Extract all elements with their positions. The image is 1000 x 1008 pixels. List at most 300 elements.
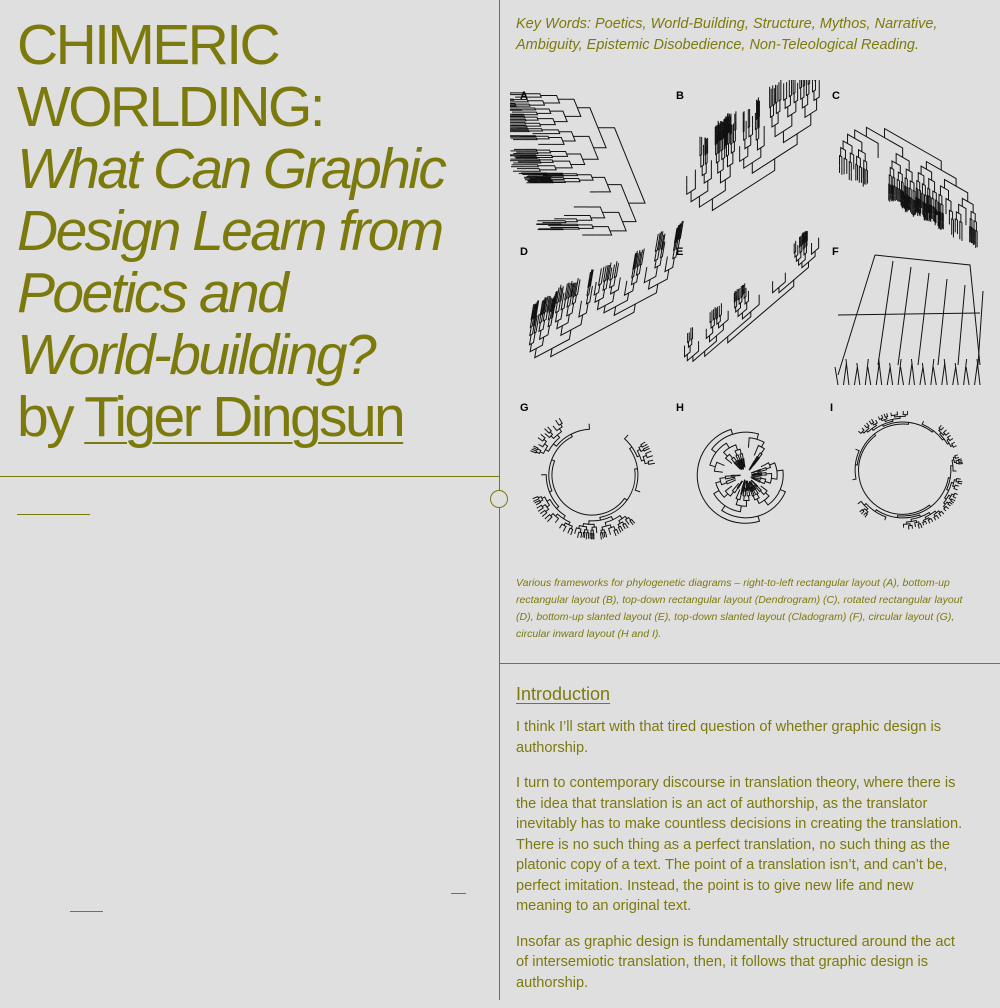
tree-branch <box>885 415 888 418</box>
tree-diagrams <box>510 80 990 550</box>
tree-branch <box>913 190 915 201</box>
tree-branch <box>883 422 934 432</box>
tree-leaf <box>538 314 539 322</box>
tree-leaf <box>538 438 541 440</box>
tree-leaf <box>530 451 532 452</box>
tree-branch <box>929 196 930 205</box>
tree-branch <box>591 530 593 533</box>
tree-panel-d <box>529 221 683 358</box>
tree-branch <box>521 108 536 110</box>
tree-leaf <box>869 421 870 422</box>
tree-branch <box>911 198 912 207</box>
tree-leaf <box>943 513 944 514</box>
tree-branch <box>936 200 937 210</box>
tree-branch <box>587 533 589 537</box>
tree-branch <box>946 199 951 212</box>
tree-branch <box>538 166 556 170</box>
tree-leaf <box>901 367 904 385</box>
tree-leaf <box>843 363 846 385</box>
tree-branch <box>515 104 530 106</box>
tree-branch <box>563 174 578 176</box>
tree-panel-g <box>530 418 655 539</box>
tree-branch <box>548 224 561 225</box>
tree-leaf <box>560 285 561 292</box>
tree-branch <box>524 94 542 97</box>
tree-branch <box>878 261 893 365</box>
tree-branch <box>611 282 620 294</box>
tree-branch <box>511 114 524 115</box>
tree-branch <box>938 212 939 221</box>
tree-panel-a <box>510 92 645 235</box>
tree-branch <box>560 292 563 301</box>
tree-branch <box>897 188 898 196</box>
tree-branch <box>614 284 658 315</box>
tree-branch <box>898 267 911 365</box>
tree-leaf <box>865 359 868 385</box>
tree-branch <box>733 130 735 142</box>
tree-leaf <box>858 431 859 432</box>
tree-leaf <box>657 234 658 241</box>
tree-leaf <box>575 531 576 534</box>
tree-leaf <box>731 478 736 480</box>
tree-branch <box>524 117 538 120</box>
panel-label-e: E <box>676 246 683 258</box>
tree-branch <box>749 438 764 447</box>
tree-leaf <box>563 529 564 532</box>
tree-leaf <box>620 277 621 282</box>
subtitle-line: Design Learn from <box>17 200 497 262</box>
tree-branch <box>770 95 772 108</box>
tree-leaf <box>761 465 765 467</box>
tree-branch <box>914 201 915 210</box>
tree-leaf <box>569 283 570 288</box>
tree-branch <box>776 92 778 103</box>
tree-branch <box>974 221 976 231</box>
tree-branch <box>756 475 761 476</box>
tree-branch <box>761 468 767 472</box>
tree-leaf <box>948 433 949 434</box>
tree-branch <box>589 517 613 525</box>
tree-branch <box>539 181 552 182</box>
tree-leaf <box>626 281 627 288</box>
tree-branch <box>932 198 934 207</box>
short-rule <box>17 514 90 515</box>
tree-leaf <box>929 522 930 524</box>
tree-leaf <box>955 498 956 499</box>
tree-leaf <box>835 367 838 385</box>
tree-branch <box>513 119 526 120</box>
tree-branch <box>907 195 908 205</box>
tree-leaf <box>618 263 619 268</box>
tree-leaf <box>761 486 764 488</box>
tree-leaf <box>956 489 958 490</box>
tree-leaf <box>628 523 629 525</box>
tree-branch <box>648 461 652 465</box>
tree-branch <box>894 186 895 196</box>
tree-branch <box>956 460 959 463</box>
tree-branch <box>567 154 585 165</box>
tree-leaf <box>603 267 604 274</box>
tree-branch <box>716 312 717 319</box>
tree-leaf <box>610 263 611 270</box>
tree-branch <box>785 96 790 108</box>
tree-branch <box>924 203 925 213</box>
tree-branch <box>814 88 819 101</box>
tree-branch <box>756 446 764 454</box>
tree-branch <box>583 532 585 535</box>
tree-leaf <box>945 430 946 431</box>
tree-branch <box>701 153 704 167</box>
page-title <box>17 14 497 448</box>
title-line-1: CHIMERIC <box>17 14 497 76</box>
tree-leaf <box>533 500 535 501</box>
tree-leaf <box>568 532 569 534</box>
tree-leaf <box>644 442 646 443</box>
tree-branch <box>748 116 749 127</box>
tree-branch <box>918 273 929 365</box>
tree-branch <box>665 258 674 272</box>
tree-branch <box>908 195 909 203</box>
tree-branch <box>793 81 795 93</box>
tree-branch <box>741 290 742 297</box>
tree-branch <box>593 534 594 537</box>
tree-leaf <box>580 301 581 307</box>
author-link[interactable]: Tiger Dingsun <box>84 385 403 449</box>
tree-branch <box>551 175 563 176</box>
left-horizontal-divider <box>0 476 499 477</box>
tree-branch <box>740 454 743 460</box>
tree-leaf <box>876 363 879 385</box>
tree-leaf <box>646 446 649 447</box>
tree-leaf <box>922 363 925 385</box>
tree-leaf <box>865 516 866 518</box>
tree-branch <box>903 413 907 415</box>
tree-branch <box>552 181 565 183</box>
tree-branch <box>715 135 716 145</box>
tree-branch <box>721 139 723 151</box>
tree-leaf <box>923 524 924 525</box>
panel-label-c: C <box>832 90 840 102</box>
tree-leaf <box>857 363 860 385</box>
tree-branch <box>903 191 904 201</box>
tree-leaf <box>561 288 562 293</box>
tree-branch <box>942 213 943 222</box>
tree-branch <box>736 294 737 300</box>
tree-branch <box>772 112 778 127</box>
tree-leaf <box>627 526 629 528</box>
tree-branch <box>928 188 930 196</box>
tree-branch <box>705 153 707 164</box>
figure-caption: Various frameworks for phylogenetic diagrams – right-to-left rectangular layout (A), bottom-up rectangular layout (B), top-down rectangular layout (Dendrogram) (C), rotated rectangular layout (D), bottom-up slanted layout (E), top-down slanted layout (Cladogram) (F), circular layout (G), circular inward layout (H and I). <box>516 575 976 643</box>
subtitle-line: Poetics and <box>17 262 497 324</box>
tree-leaf <box>562 286 563 292</box>
tree-leaf <box>882 415 883 417</box>
tree-leaf <box>538 510 540 512</box>
tree-branch <box>844 158 847 169</box>
tree-branch <box>918 173 924 185</box>
tree-branch <box>849 162 851 173</box>
tree-leaf <box>622 529 623 531</box>
tree-leaf <box>860 511 861 512</box>
tree-panel-c <box>840 127 978 248</box>
tree-leaf <box>919 527 920 529</box>
tree-branch <box>922 184 925 196</box>
tree-branch <box>578 532 582 535</box>
tree-leaf <box>876 420 877 421</box>
tree-branch <box>716 143 718 154</box>
tree-branch <box>575 215 592 220</box>
tree-leaf <box>950 435 951 436</box>
tree-branch <box>557 314 570 328</box>
tree-branch <box>761 473 766 476</box>
tree-leaf <box>947 508 948 509</box>
tree-branch <box>538 119 556 125</box>
tree-branch <box>535 109 551 113</box>
tree-branch <box>718 140 719 153</box>
tree-leaf <box>858 503 860 504</box>
tree-branch <box>897 179 899 189</box>
tree-branch <box>646 452 651 457</box>
short-rule <box>70 911 103 912</box>
tree-leaf <box>632 523 633 525</box>
tree-branch <box>724 125 725 137</box>
tree-leaf <box>751 472 755 474</box>
tree-leaf <box>942 427 943 428</box>
tree-branch <box>549 138 565 145</box>
tree-leaf <box>911 359 914 385</box>
tree-leaf <box>920 367 923 385</box>
tree-branch <box>510 93 524 95</box>
tree-leaf <box>535 502 537 503</box>
tree-branch <box>923 202 924 210</box>
tree-leaf <box>595 282 596 287</box>
tree-branch <box>973 229 974 238</box>
byline <box>17 386 497 448</box>
tree-branch <box>549 229 563 230</box>
tree-branch <box>513 100 528 102</box>
tree-branch <box>959 462 961 464</box>
tree-branch <box>958 459 960 461</box>
tree-leaf <box>954 500 956 501</box>
tree-branch <box>562 228 579 230</box>
tree-branch <box>730 123 731 134</box>
tree-leaf <box>890 363 893 385</box>
tree-branch <box>561 299 565 310</box>
tree-branch <box>717 133 718 143</box>
tree-branch <box>579 303 588 317</box>
tree-branch <box>909 188 911 198</box>
tree-branch <box>905 196 906 205</box>
subtitle-line: World-building? <box>17 324 497 386</box>
tree-branch <box>536 136 549 139</box>
tree-leaf <box>952 439 953 440</box>
tree-branch <box>510 116 525 117</box>
tree-leaf <box>545 517 547 519</box>
tree-leaf <box>605 266 606 273</box>
tree-branch <box>524 165 538 167</box>
tree-branch <box>707 144 708 154</box>
tree-panel-i <box>853 411 963 529</box>
section-heading: Introduction <box>516 684 966 705</box>
tree-leaf <box>576 283 577 288</box>
tree-branch <box>597 292 614 310</box>
tree-branch <box>539 179 551 180</box>
tree-branch <box>551 304 636 357</box>
tree-leaf <box>650 456 653 457</box>
tree-leaf <box>607 265 608 272</box>
tree-leaf <box>921 526 922 528</box>
tree-branch <box>800 241 801 247</box>
tree-leaf <box>610 532 611 535</box>
tree-leaf <box>887 367 890 385</box>
tree-leaf <box>638 491 640 492</box>
tree-branch <box>893 177 895 187</box>
tree-branch <box>539 182 553 183</box>
tree-leaf <box>926 523 927 524</box>
tree-leaf <box>579 279 580 284</box>
tree-branch <box>808 80 810 84</box>
tree-branch <box>925 195 927 204</box>
tree-branch <box>515 128 528 129</box>
tree-branch <box>757 108 758 120</box>
tree-branch <box>859 166 861 177</box>
tree-leaf <box>868 367 871 385</box>
tree-leaf <box>940 425 941 426</box>
tree-leaf <box>606 535 607 538</box>
tree-leaf <box>952 502 954 503</box>
tree-leaf <box>955 363 958 385</box>
tree-branch <box>970 227 971 237</box>
tree-branch <box>575 528 581 533</box>
panel-label-d: D <box>520 246 528 258</box>
tree-leaf <box>646 267 647 272</box>
tree-branch <box>931 206 932 214</box>
tree-leaf <box>862 428 863 429</box>
tree-leaf <box>643 249 644 256</box>
tree-branch <box>773 94 775 106</box>
tree-branch <box>577 225 593 228</box>
tree-branch <box>510 104 515 105</box>
tree-branch <box>978 291 983 365</box>
tree-leaf <box>559 418 560 420</box>
tree-branch <box>734 296 735 302</box>
tree-leaf <box>539 444 541 445</box>
tree-branch <box>751 491 754 496</box>
keywords: Key Words: Poetics, World-Building, Structure, Mythos, Narrative, Ambiguity, Epistemic Disobedience, Non-Teleological Reading. <box>516 14 986 56</box>
tree-branch <box>889 184 890 195</box>
tree-branch <box>510 99 514 100</box>
tree-leaf <box>581 535 582 538</box>
tree-branch <box>569 528 573 532</box>
tree-branch <box>970 219 972 228</box>
tree-leaf <box>754 451 756 456</box>
tree-leaf <box>856 449 858 450</box>
tree-branch <box>800 80 802 88</box>
tree-leaf <box>867 423 868 424</box>
tree-leaf <box>729 461 732 463</box>
tree-branch <box>522 138 537 140</box>
tree-branch <box>510 110 522 111</box>
tree-branch <box>536 155 553 157</box>
tree-leaf <box>935 519 936 520</box>
tree-leaf <box>611 268 612 273</box>
tree-branch <box>560 524 566 529</box>
tree-branch <box>930 205 931 215</box>
tree-panel-f <box>835 255 983 385</box>
tree-branch <box>533 450 537 453</box>
tree-leaf <box>751 476 756 477</box>
tree-leaf <box>555 521 556 523</box>
panel-label-f: F <box>832 246 839 258</box>
tree-branch <box>705 145 706 154</box>
tree-branch <box>510 122 525 124</box>
title-line-2: WORLDING: <box>17 76 497 138</box>
tree-panel-b <box>687 80 819 210</box>
tree-branch <box>593 227 612 235</box>
tree-leaf <box>872 419 873 421</box>
tree-branch <box>557 421 562 426</box>
tree-leaf <box>541 434 543 436</box>
tree-leaf <box>533 498 535 499</box>
tree-branch <box>553 161 573 168</box>
tree-leaf <box>533 448 535 449</box>
short-rule <box>451 893 466 894</box>
tree-branch <box>756 476 761 479</box>
tree-branch <box>875 255 980 365</box>
tree-leaf <box>956 494 957 495</box>
tree-branch <box>526 169 541 172</box>
divider-circle-marker <box>490 490 508 508</box>
tree-branch <box>736 455 740 461</box>
tree-leaf <box>938 517 939 518</box>
tree-leaf <box>553 426 555 428</box>
tree-branch <box>535 497 539 501</box>
tree-panel-e <box>685 231 819 361</box>
tree-leaf <box>721 464 724 465</box>
tree-branch <box>539 505 543 510</box>
tree-branch <box>917 198 918 208</box>
panel-label-a: A <box>520 90 528 102</box>
tree-branch <box>889 175 891 186</box>
tree-panel-h <box>697 429 785 523</box>
tree-branch <box>803 80 804 86</box>
tree-branch <box>719 130 720 140</box>
tree-branch <box>755 119 757 130</box>
tree-branch <box>725 476 731 479</box>
tree-leaf <box>732 480 736 482</box>
tree-branch <box>866 170 868 179</box>
tree-branch <box>806 84 809 96</box>
tree-leaf <box>923 421 924 422</box>
tree-branch <box>614 269 617 278</box>
tree-leaf <box>864 514 865 515</box>
tree-branch <box>602 525 611 530</box>
tree-branch <box>530 337 544 352</box>
tree-branch <box>938 279 947 365</box>
tree-branch <box>595 289 605 302</box>
tree-branch <box>534 177 550 178</box>
tree-branch <box>802 95 807 108</box>
tree-leaf <box>744 464 745 468</box>
tree-branch <box>729 122 730 132</box>
tree-branch <box>512 130 529 131</box>
tree-branch <box>789 85 791 97</box>
tree-branch <box>859 501 868 510</box>
tree-branch <box>892 185 893 195</box>
tree-branch <box>524 157 537 158</box>
tree-branch <box>587 207 605 218</box>
tree-branch <box>905 178 907 188</box>
